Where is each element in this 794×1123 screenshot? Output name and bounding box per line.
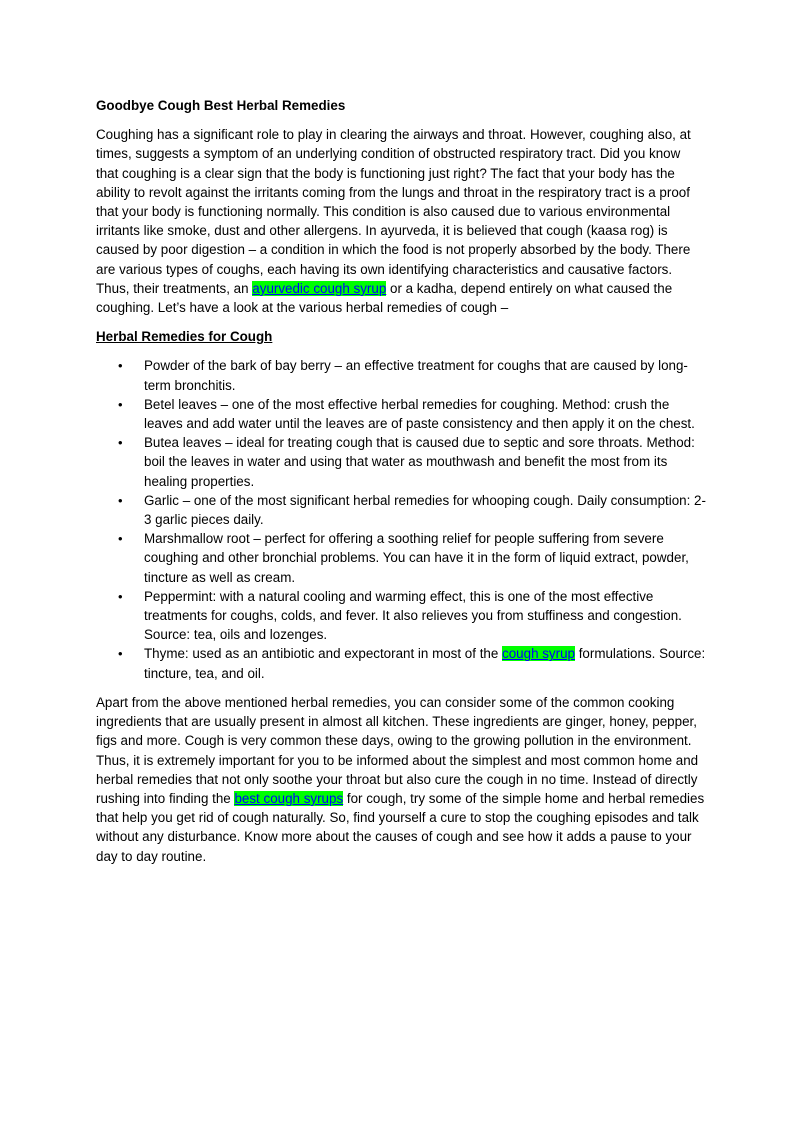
list-item (96, 356, 706, 394)
list-item-text: Marshmallow root – perfect for offering a soothing relief for people suffering from severe coughing and other bronchial problems. You can have it in the form of liquid extract, powder, tincture as well as cream. (144, 531, 689, 585)
cough-syrup-link[interactable]: cough syrup (502, 646, 575, 662)
bullet-icon: • (118, 646, 123, 662)
intro-paragraph (96, 125, 706, 317)
bullet-icon: • (118, 492, 123, 508)
list-item-text-part2: formulations. Source: tincture, tea, and oil. (144, 646, 706, 681)
ayurvedic-cough-syrup-link[interactable]: ayurvedic cough syrup (252, 280, 387, 296)
remedies-list (96, 356, 706, 682)
best-cough-syrups-link[interactable]: best cough syrups (234, 790, 344, 806)
section-heading: Herbal Remedies for Cough (96, 329, 273, 345)
closing-text-part1: Apart from the above mentioned herbal remedies, you can consider some of the common cooking ingredients that are usually present in almost all kitchen. These ingredients are ginger, honey, pepper, figs and more. Cough is very common these days, owing to the growing pollution in the environment. Thus, it is extremely important for you to be informed about the simplest and most common home and herbal remedies that not only soothe your throat but also cure the cough in no time. Instead of directly rushing into finding the (96, 694, 699, 806)
list-item-text-part1: Thyme: used as an antibiotic and expectorant in most of the (144, 646, 503, 662)
list-item (96, 644, 706, 682)
list-item-text: Powder of the bark of bay berry – an effective treatment for coughs that are caused by long-term bronchitis. (144, 358, 688, 393)
bullet-icon: • (118, 358, 123, 374)
bullet-icon: • (118, 531, 123, 547)
bullet-icon: • (118, 396, 123, 412)
closing-text-part2: for cough, try some of the simple home and herbal remedies that help you get rid of cough naturally. So, find yourself a cure to stop the coughing episodes and talk without any disturbance. Know more about the causes of cough and see how it adds a pause to your day to day routine. (96, 790, 705, 864)
list-item (96, 491, 706, 529)
list-item (96, 395, 706, 433)
list-item (96, 433, 706, 491)
intro-text-part1: Coughing has a significant role to play in clearing the airways and throat. However, coughing also, at times, suggests a symptom of an underlying condition of obstructed respiratory tract. Did you know that coughing is a clear sign that the body is functioning just right? The fact that your body has the ability to revolt against the irritants coming from the lungs and throat in the respiratory tract is a proof that your body is functioning normally. This condition is also caused due to various environmental irritants like smoke, dust and other allergens. In ayurveda, it is believed that cough (kaasa rog) is caused by poor digestion – a condition in which the food is not properly absorbed by the body. There are various types of coughs, each having its own identifying characteristics and causative factors. Thus, their treatments, an (96, 127, 691, 296)
bullet-icon: • (118, 435, 123, 451)
intro-text-part2: or a kadha, depend entirely on what caused the coughing. Let’s have a look at the various herbal remedies of cough – (96, 280, 673, 316)
list-item-text: Butea leaves – ideal for treating cough that is caused due to septic and sore throats. Method: boil the leaves in water and using that water as mouthwash and benefit the most from its healing properties. (144, 435, 695, 489)
document-title: Goodbye Cough Best Herbal Remedies (96, 98, 346, 113)
document-page (96, 96, 706, 876)
list-item (96, 587, 706, 645)
bullet-icon: • (118, 588, 123, 604)
list-item-text: Peppermint: with a natural cooling and warming effect, this is one of the most effective treatments for coughs, colds, and fever. It also relieves you from stuffiness and congestion. Source: tea, oils and lozenges. (144, 588, 682, 643)
list-item (96, 529, 706, 587)
list-item-text: Betel leaves – one of the most effective herbal remedies for coughing. Method: crush the leaves and add water until the leaves are of paste consistency and then apply it on the chest. (144, 396, 695, 432)
list-item-text: Garlic – one of the most significant herbal remedies for whooping cough. Daily consumption: 2-3 garlic pieces daily. (144, 492, 706, 528)
closing-paragraph (96, 693, 706, 866)
